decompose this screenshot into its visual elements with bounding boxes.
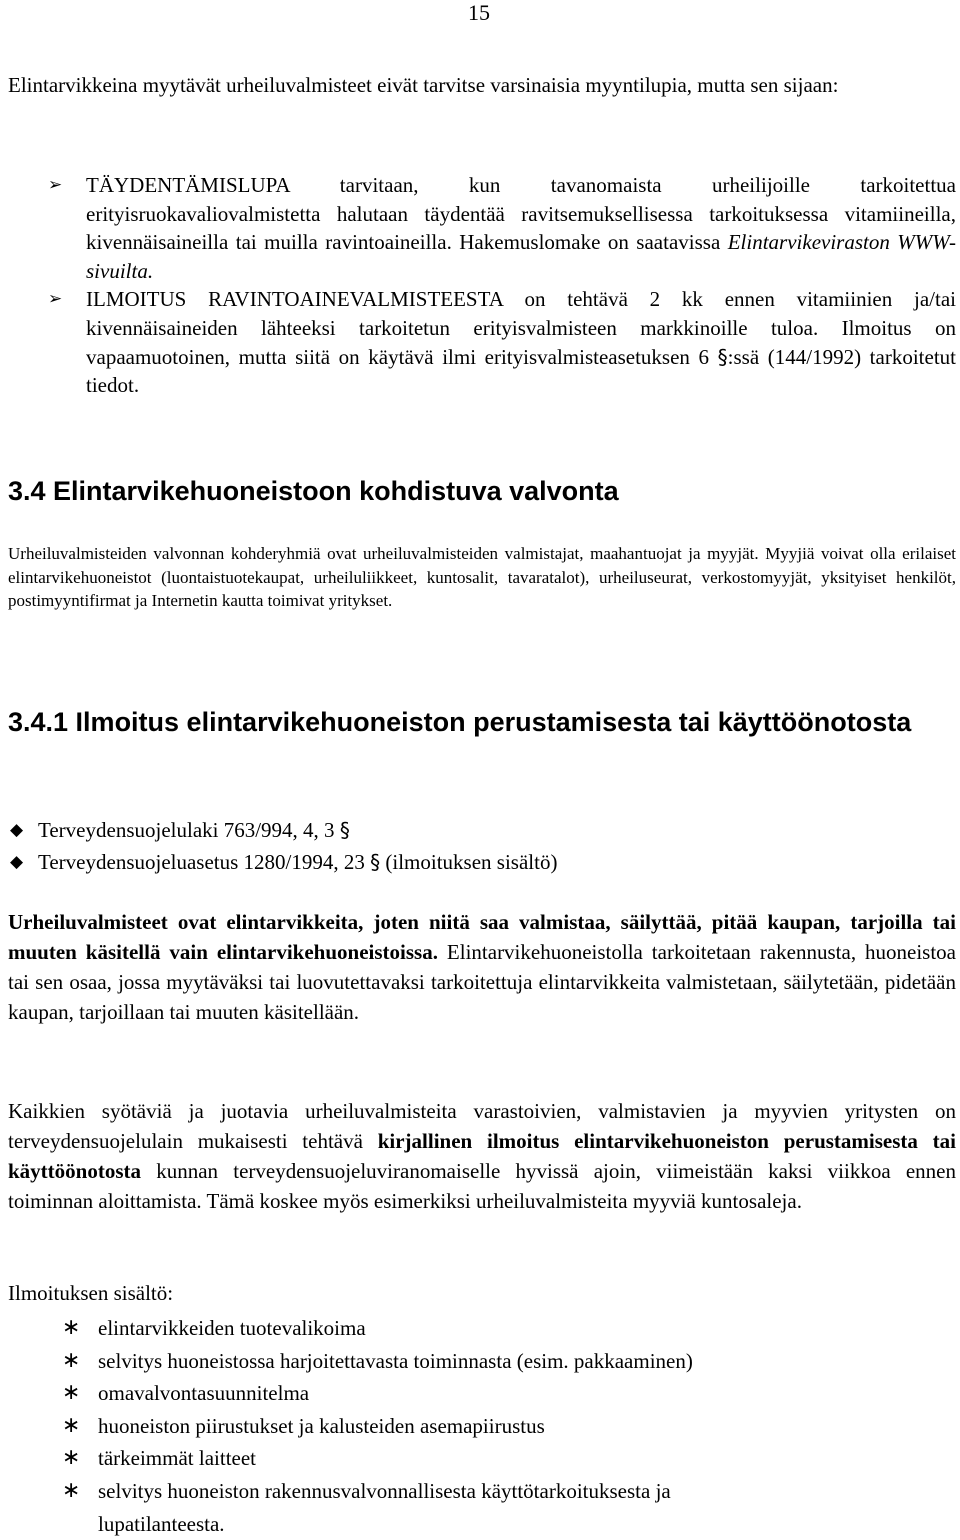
law-reference-list (10, 814, 557, 878)
section-3-4-body: Urheiluvalmisteiden valvonnan kohderyhmiä ovat urheiluvalmisteiden valmistajat, maahantuojat ja myyjät. Myyjiä voivat olla erilaiset elintarvikehuoneistot (luontaistuotekaupat, urheiluliikkeet, kuntosalit, tavaratalot), urheiluseurat, verkostomyyjät, yksityiset henkilöt, postimyyntifirmat ja Internetin kautta toimivat yritykset. (8, 544, 956, 610)
reference-text-after: (ilmoituksen sisältö) (380, 850, 558, 874)
section-sign: § (717, 344, 728, 369)
bullet-text-after: :ssä (144/1992) tarkoitetut tiedot. (86, 344, 956, 398)
paragraph-text: Kaikkien syötäviä ja juotavia urheiluvalmisteita varastoivien, valmistavien ja myyvien yritysten on terveydensuojelulain mukaisesti tehtävä (8, 1099, 956, 1153)
diamond-icon: ◆ (10, 852, 24, 872)
list-item-text: selvitys huoneistossa harjoitettavasta toiminnasta (esim. pakkaaminen) (98, 1348, 693, 1373)
asterisk-icon: ∗ (62, 1445, 81, 1471)
list-item-text: omavalvontasuunnitelma (98, 1381, 310, 1406)
bullet-ilmoitus (48, 285, 956, 399)
law-reference-item (10, 814, 557, 846)
list-item (10, 1345, 718, 1378)
list-item-text: huoneiston piirustukset ja kalusteiden asemapiirustus (98, 1413, 545, 1438)
asterisk-icon: ∗ (62, 1412, 81, 1438)
bold-statement: Urheiluvalmisteet ovat elintarvikkeita, joten niitä saa valmistaa, säilyttää, pitää kaupan, tarjoilla tai muuten käsitellä vain elintarvikehuoneistoissa. (8, 910, 956, 964)
list-item-text: selvitys huoneiston rakennusvalvonnallisesta käyttötarkoituksesta ja lupatilanteesta. (98, 1478, 671, 1536)
list-item (10, 1410, 718, 1443)
intro-paragraph: Elintarvikkeina myytävät urheiluvalmisteet eivät tarvitse varsinaisia myyntilupia, mutta sen sijaan: (8, 73, 839, 97)
section-heading-3-4-1: 3.4.1 Ilmoitus elintarvikehuoneiston perustamisesta tai käyttöönotosta (8, 707, 912, 737)
law-reference-item (10, 846, 557, 878)
list-item-text: tärkeimmät laitteet (98, 1446, 257, 1471)
diamond-icon: ◆ (10, 820, 24, 840)
notification-paragraph (8, 1096, 956, 1216)
reference-text: Terveydensuojeluasetus 1280/1994, 23 (38, 850, 371, 874)
bullet-text: TÄYDENTÄMISLUPA tarvitaan, kun tavanomaista urheilijoille tarkoitettua erityisruokavaliovalmistetta halutaan täydentää ravitsemuksellisessa tarkoituksessa vitamiineilla, kivennäisaineilla tai muilla ravintoaineilla. Hakemuslomake on saatavissa (86, 173, 956, 255)
list-item (10, 1377, 718, 1410)
reference-text: Terveydensuojelulaki 763/994, 4, 3 (38, 818, 340, 842)
content-label: Ilmoituksen sisältö: (8, 1281, 174, 1305)
asterisk-icon: ∗ (62, 1315, 81, 1340)
bullet-italic-source: Elintarvikeviraston WWW-sivuilta. (86, 230, 956, 283)
permit-bullet-list (48, 171, 956, 400)
paragraph-text: kunnan terveydensuojeluviranomaiselle hyvissä ajoin, viimeistään kaksi viikkoa ennen toiminnan aloittamista. Tämä koskee myös esimerkiksi urheiluvalmisteita myyviä kuntosaleja. (8, 1159, 956, 1213)
list-item (10, 1312, 718, 1345)
section-sign: § (339, 818, 350, 842)
section-heading-3-4: 3.4 Elintarvikehuoneistoon kohdistuva valvonta (8, 476, 619, 506)
asterisk-icon: ∗ (62, 1380, 81, 1406)
food-premises-paragraph (8, 907, 956, 1027)
arrow-right-icon: ➢ (48, 289, 63, 310)
asterisk-icon: ∗ (62, 1477, 81, 1503)
paragraph-text: Elintarvikehuoneistolla tarkoitetaan rakennusta, huoneistoa tai sen osaa, jossa myytäväksi tai luovutettavaksi tarkoitettuja elintarvikkeita valmistetaan, säilytetään, pidetään kaupan, tarjoillaan tai muuten käsitellään. (8, 940, 956, 1024)
page-number: 15 (468, 0, 490, 25)
list-item (10, 1475, 718, 1540)
bullet-text: ILMOITUS RAVINTOAINEVALMISTEESTA on tehtävä 2 kk ennen vitamiinien ja/tai kivennäisaineiden lähteeksi tarkoitetun erityisvalmisteen markkinoille tuloa. Ilmoitus on vapaamuotoinen, mutta siitä on käytävä ilmi erityisvalmisteasetuksen 6 (86, 287, 956, 369)
asterisk-icon: ∗ (62, 1347, 81, 1373)
arrow-right-icon: ➢ (48, 175, 63, 195)
section-sign: § (370, 850, 381, 874)
bullet-taydentamislupa (48, 171, 956, 285)
notification-content-list (10, 1312, 718, 1540)
list-item (10, 1442, 718, 1475)
list-item-text: elintarvikkeiden tuotevalikoima (98, 1316, 366, 1340)
bold-statement: kirjallinen ilmoitus elintarvikehuoneiston perustamisesta tai käyttöönotosta (8, 1129, 956, 1183)
